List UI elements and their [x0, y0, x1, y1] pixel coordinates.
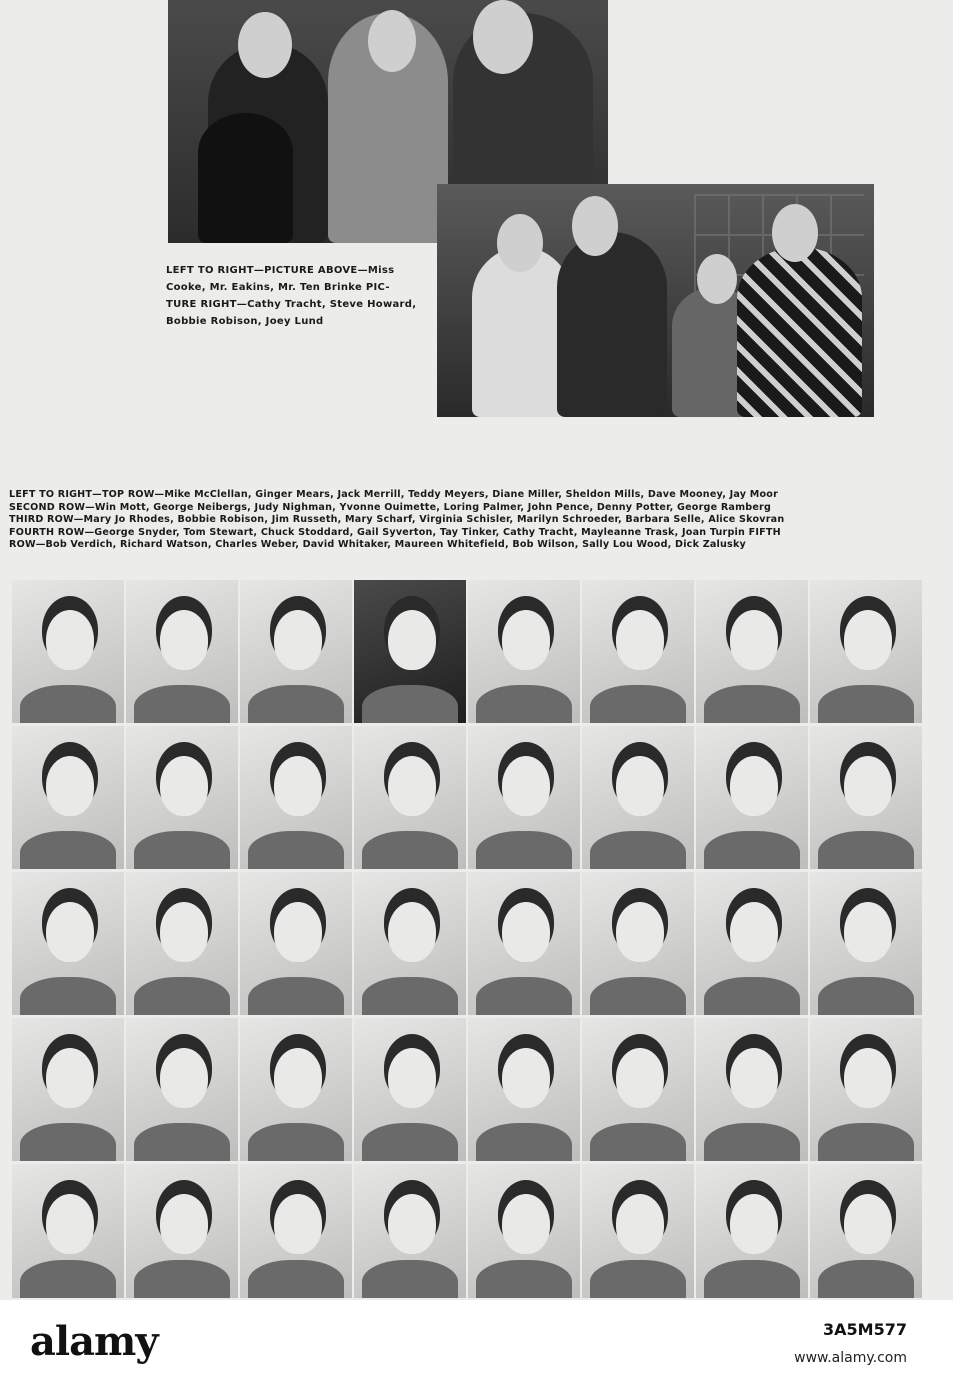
portrait-grid [12, 580, 920, 1300]
portrait-face [616, 902, 664, 962]
student-portrait [468, 872, 580, 1015]
student-portrait [126, 580, 238, 723]
portrait-shoulders [20, 977, 116, 1015]
portrait-face [844, 610, 892, 670]
alamy-logo: alamy [30, 1318, 158, 1365]
portrait-face [274, 902, 322, 962]
portrait-face [388, 610, 436, 670]
portrait-face [730, 1194, 778, 1254]
portrait-shoulders [590, 1123, 686, 1161]
portrait-face [502, 1194, 550, 1254]
portrait-face [616, 756, 664, 816]
student-portrait [354, 1018, 466, 1161]
student-portrait [354, 726, 466, 869]
portrait-shoulders [590, 685, 686, 723]
portrait-shoulders [818, 1123, 914, 1161]
names-line: FOURTH ROW—George Snyder, Tom Stewart, Chuck Stoddard, Gail Syverton, Tay Tinker, Cathy Tracht, Mayleanne Trask, Joan Turpin FIFTH [9, 526, 781, 538]
student-head-1 [497, 214, 543, 272]
portrait-shoulders [248, 1123, 344, 1161]
portrait-shoulders [476, 1260, 572, 1298]
portrait-face [502, 1048, 550, 1108]
portrait-face [844, 756, 892, 816]
portrait-shoulders [134, 1260, 230, 1298]
portrait-face [730, 610, 778, 670]
portrait-shoulders [362, 831, 458, 869]
portrait-face [274, 610, 322, 670]
portrait-face [160, 1048, 208, 1108]
student-portrait [582, 1018, 694, 1161]
portrait-shoulders [704, 1123, 800, 1161]
head-right [473, 0, 533, 74]
student-portrait [582, 726, 694, 869]
figure-foreground [198, 113, 293, 243]
portrait-face [616, 1194, 664, 1254]
student-head-4 [772, 204, 818, 262]
portrait-shoulders [248, 831, 344, 869]
portrait-shoulders [704, 685, 800, 723]
head-center [368, 10, 416, 72]
portrait-shoulders [476, 831, 572, 869]
portrait-face [388, 1048, 436, 1108]
portrait-shoulders [134, 1123, 230, 1161]
portrait-face [160, 1194, 208, 1254]
portrait-face [388, 902, 436, 962]
portrait-shoulders [818, 685, 914, 723]
portrait-face [388, 756, 436, 816]
portrait-face [160, 610, 208, 670]
portrait-face [46, 756, 94, 816]
student-portrait [696, 1164, 808, 1298]
portrait-shoulders [818, 1260, 914, 1298]
portrait-shoulders [20, 1123, 116, 1161]
photo-caption [166, 262, 421, 330]
portrait-face [844, 1194, 892, 1254]
portrait-face [730, 756, 778, 816]
portrait-shoulders [476, 685, 572, 723]
portrait-face [46, 1194, 94, 1254]
student-portrait [696, 726, 808, 869]
portrait-face [46, 902, 94, 962]
student-portrait [126, 1164, 238, 1298]
portrait-shoulders [476, 1123, 572, 1161]
portrait-face [160, 756, 208, 816]
portrait-shoulders [590, 977, 686, 1015]
student-portrait [354, 580, 466, 723]
student-portrait [240, 872, 352, 1015]
portrait-shoulders [476, 977, 572, 1015]
caption-line: Cooke, Mr. Eakins, Mr. Ten Brinke PIC- [166, 282, 390, 293]
student-portrait [12, 872, 124, 1015]
portrait-shoulders [248, 685, 344, 723]
portrait-face [730, 1048, 778, 1108]
portrait-shoulders [248, 977, 344, 1015]
student-portrait [126, 872, 238, 1015]
portrait-shoulders [134, 977, 230, 1015]
portrait-face [502, 610, 550, 670]
site-url: www.alamy.com [794, 1350, 907, 1366]
student-portrait [240, 580, 352, 723]
student-head-3 [697, 254, 737, 304]
portrait-face [160, 902, 208, 962]
names-line: LEFT TO RIGHT—TOP ROW—Mike McClellan, Ginger Mears, Jack Merrill, Teddy Meyers, Diane Miller, Sheldon Mills, Dave Mooney, Jay Moor [9, 489, 779, 500]
student-portrait [810, 872, 922, 1015]
portrait-shoulders [134, 685, 230, 723]
student-portrait [582, 580, 694, 723]
portrait-face [274, 756, 322, 816]
student-portrait [126, 1018, 238, 1161]
portrait-shoulders [362, 1123, 458, 1161]
portrait-shoulders [134, 831, 230, 869]
students-group-photo [437, 184, 874, 417]
student-portrait [12, 726, 124, 869]
student-portrait [126, 726, 238, 869]
portrait-shoulders [20, 831, 116, 869]
portrait-shoulders [704, 831, 800, 869]
student-portrait [810, 726, 922, 869]
portrait-face [274, 1048, 322, 1108]
student-portrait [810, 580, 922, 723]
portrait-face [388, 1194, 436, 1254]
names-line: SECOND ROW—Win Mott, George Neibergs, Judy Nighman, Yvonne Ouimette, Loring Palmer, John Pence, Denny Potter, George Ramberg [9, 501, 772, 513]
portrait-face [502, 756, 550, 816]
caption-line: TURE RIGHT—Cathy Tracht, Steve Howard, [166, 299, 417, 310]
portrait-shoulders [704, 1260, 800, 1298]
portrait-face [616, 610, 664, 670]
class-names-list [9, 489, 839, 552]
student-portrait [468, 580, 580, 723]
student-portrait [468, 1164, 580, 1298]
portrait-shoulders [590, 1260, 686, 1298]
student-portrait [240, 1018, 352, 1161]
student-portrait [582, 872, 694, 1015]
student-portrait [12, 580, 124, 723]
student-portrait [696, 872, 808, 1015]
student-portrait [582, 1164, 694, 1298]
portrait-shoulders [362, 1260, 458, 1298]
student-portrait [12, 1018, 124, 1161]
portrait-face [730, 902, 778, 962]
student-portrait [12, 1164, 124, 1298]
head-left [238, 12, 292, 78]
student-portrait [810, 1018, 922, 1161]
portrait-shoulders [20, 685, 116, 723]
student-portrait [240, 1164, 352, 1298]
portrait-shoulders [20, 1260, 116, 1298]
student-portrait [468, 1018, 580, 1161]
portrait-face [844, 902, 892, 962]
student-figure-2 [557, 232, 667, 417]
student-portrait [468, 726, 580, 869]
portrait-shoulders [362, 977, 458, 1015]
student-portrait [354, 1164, 466, 1298]
portrait-shoulders [704, 977, 800, 1015]
image-id: 3A5M577 [823, 1320, 907, 1339]
portrait-face [274, 1194, 322, 1254]
portrait-shoulders [362, 685, 458, 723]
portrait-face [616, 1048, 664, 1108]
student-figure-4 [737, 247, 862, 417]
portrait-face [46, 1048, 94, 1108]
student-portrait [810, 1164, 922, 1298]
names-line: THIRD ROW—Mary Jo Rhodes, Bobbie Robison, Jim Russeth, Mary Scharf, Virginia Schisler, Marilyn Schroeder, Barbara Selle, Alice Skovran [9, 514, 785, 525]
portrait-shoulders [248, 1260, 344, 1298]
portrait-face [502, 902, 550, 962]
student-portrait [696, 1018, 808, 1161]
caption-line: Bobbie Robison, Joey Lund [166, 316, 324, 327]
portrait-shoulders [818, 831, 914, 869]
portrait-shoulders [818, 977, 914, 1015]
portrait-face [844, 1048, 892, 1108]
portrait-face [46, 610, 94, 670]
student-head-2 [572, 196, 618, 256]
caption-line: LEFT TO RIGHT—PICTURE ABOVE—Miss [166, 265, 395, 276]
student-portrait [240, 726, 352, 869]
student-portrait [696, 580, 808, 723]
portrait-shoulders [590, 831, 686, 869]
names-line: ROW—Bob Verdich, Richard Watson, Charles Weber, David Whitaker, Maureen Whitefield, Bob Wilson, Sally Lou Wood, Dick Zalusky [9, 539, 746, 550]
student-portrait [354, 872, 466, 1015]
